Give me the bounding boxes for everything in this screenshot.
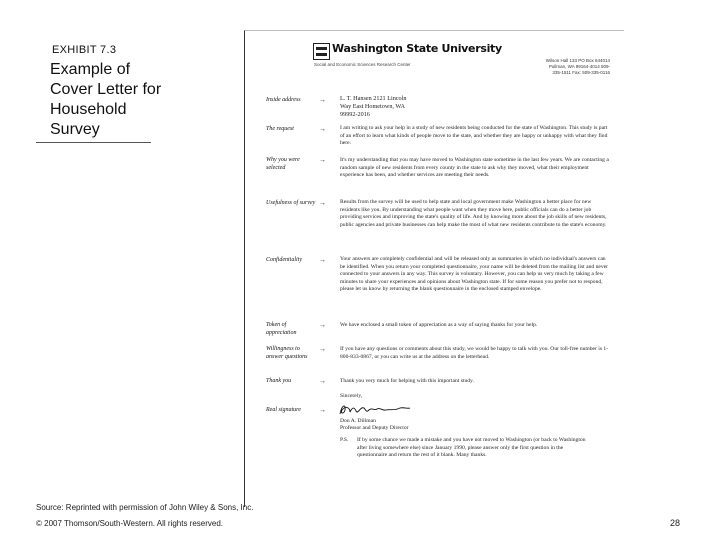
university-name: Washington State University bbox=[332, 42, 502, 55]
handwritten-signature bbox=[338, 402, 412, 416]
department-name: Social and Economic Sciences Research Center bbox=[314, 62, 411, 67]
margin-label-willingness: Willingness to answer questions bbox=[266, 346, 308, 360]
willingness-text: If you have any questions or comments about this study, we would be happy to talk with you. Our toll-free number is 1-800-833-0867, or you can write us at the address on the letterhead. bbox=[340, 346, 609, 360]
closing: Sincerely, bbox=[340, 393, 363, 399]
arrow-icon: → bbox=[319, 126, 326, 133]
arrow-icon: → bbox=[319, 378, 326, 385]
token-text: We have enclosed a small token of appreciation as a way of saying thanks for your help. bbox=[340, 322, 538, 328]
inside-address-text: L. T. Hansen 2121 Lincoln Way East Hometown, WA 99992-2016 bbox=[340, 95, 407, 118]
request-text: I am writing to ask your help in a study of new residents being conducted for the state of Washington. This study is part of an effort to learn what kinds of people move to the state, and whether they are happy or unhappy with what they find here. bbox=[340, 125, 608, 146]
exhibit-title: Example of Cover Letter for Household Survey bbox=[50, 61, 162, 138]
signer-name: Don A. Dillman bbox=[340, 418, 376, 424]
ps-text: If by some chance we made a mistake and you have not moved to Washington (or back to Washington after living somewhere else) since January 1990, please answer only the first question in the questionnaire and return the rest of it blank. Many thanks. bbox=[357, 437, 586, 458]
exhibit-title-rule bbox=[36, 142, 151, 143]
arrow-icon: → bbox=[319, 322, 326, 329]
arrow-icon: → bbox=[319, 200, 326, 207]
margin-label-usefulness: Usefulness of survey bbox=[266, 200, 316, 206]
confidentiality-text: Your answers are completely confidential and will be released only as summaries in which no individual's answers can be identified. When you return your completed questionnaire, your name will be deleted from the mailing list and never connected to your answers in any way. This survey is voluntary. However, you can help us very much by taking a few minutes to share your experiences and opinions about Washington state. If for some reason you prefer not to respond, please let us know by returning the blank questionnaire in the enclosed stamped envelope. bbox=[340, 256, 609, 292]
why-selected-text: It's my understanding that you may have moved to Washington state sometime in the last few years. We are contacting a random sample of new residents from every county in the state to ask why they moved, what their employment experience has been, and whether services are meeting their needs. bbox=[340, 157, 609, 178]
copyright-notice: © 2007 Thomson/South-Western. All rights reserved. bbox=[36, 519, 224, 528]
exhibit-label: EXHIBIT 7.3 bbox=[52, 44, 117, 56]
usefulness-text: Results from the survey will be used to help state and local government make Washington a better place for new residents like you. By understanding what people want when they move here, public officials can do a better job providing services and improving the state's quality of life. And by knowing more about the job skills of new residents, public agencies and private businesses can help make the most of what new residents contribute to the state's economy. bbox=[340, 199, 607, 228]
arrow-icon: → bbox=[319, 346, 326, 353]
arrow-icon: → bbox=[319, 157, 326, 164]
margin-label-thank-you: Thank you bbox=[266, 378, 292, 384]
margin-label-real-signature: Real signature bbox=[266, 407, 301, 413]
university-logo-icon bbox=[313, 43, 330, 60]
ps-label: P.S. bbox=[340, 437, 349, 443]
source-credit: Source: Reprinted with permission of John Wiley & Sons, Inc. bbox=[36, 503, 254, 512]
page-number: 28 bbox=[669, 518, 680, 528]
margin-label-why-selected: Why you were selected bbox=[266, 157, 300, 171]
thank-you-text: Thank you very much for helping with this important study. bbox=[340, 378, 474, 384]
signer-title: Professor and Deputy Director bbox=[340, 425, 409, 431]
arrow-icon: → bbox=[319, 97, 326, 104]
arrow-icon: → bbox=[319, 257, 326, 264]
margin-label-inside-address: Inside address bbox=[266, 97, 301, 103]
margin-label-token: Token of appreciation bbox=[266, 322, 297, 336]
margin-label-confidentiality: Confidentiality bbox=[266, 257, 302, 263]
letterhead-address: Wilson Hall 133 PO Box 644014 Pullman, WA 99164-4014 509-335-1511 Fax: 509-335-0116 bbox=[545, 58, 610, 76]
arrow-icon: → bbox=[319, 407, 326, 414]
margin-label-request: The request bbox=[266, 126, 294, 132]
